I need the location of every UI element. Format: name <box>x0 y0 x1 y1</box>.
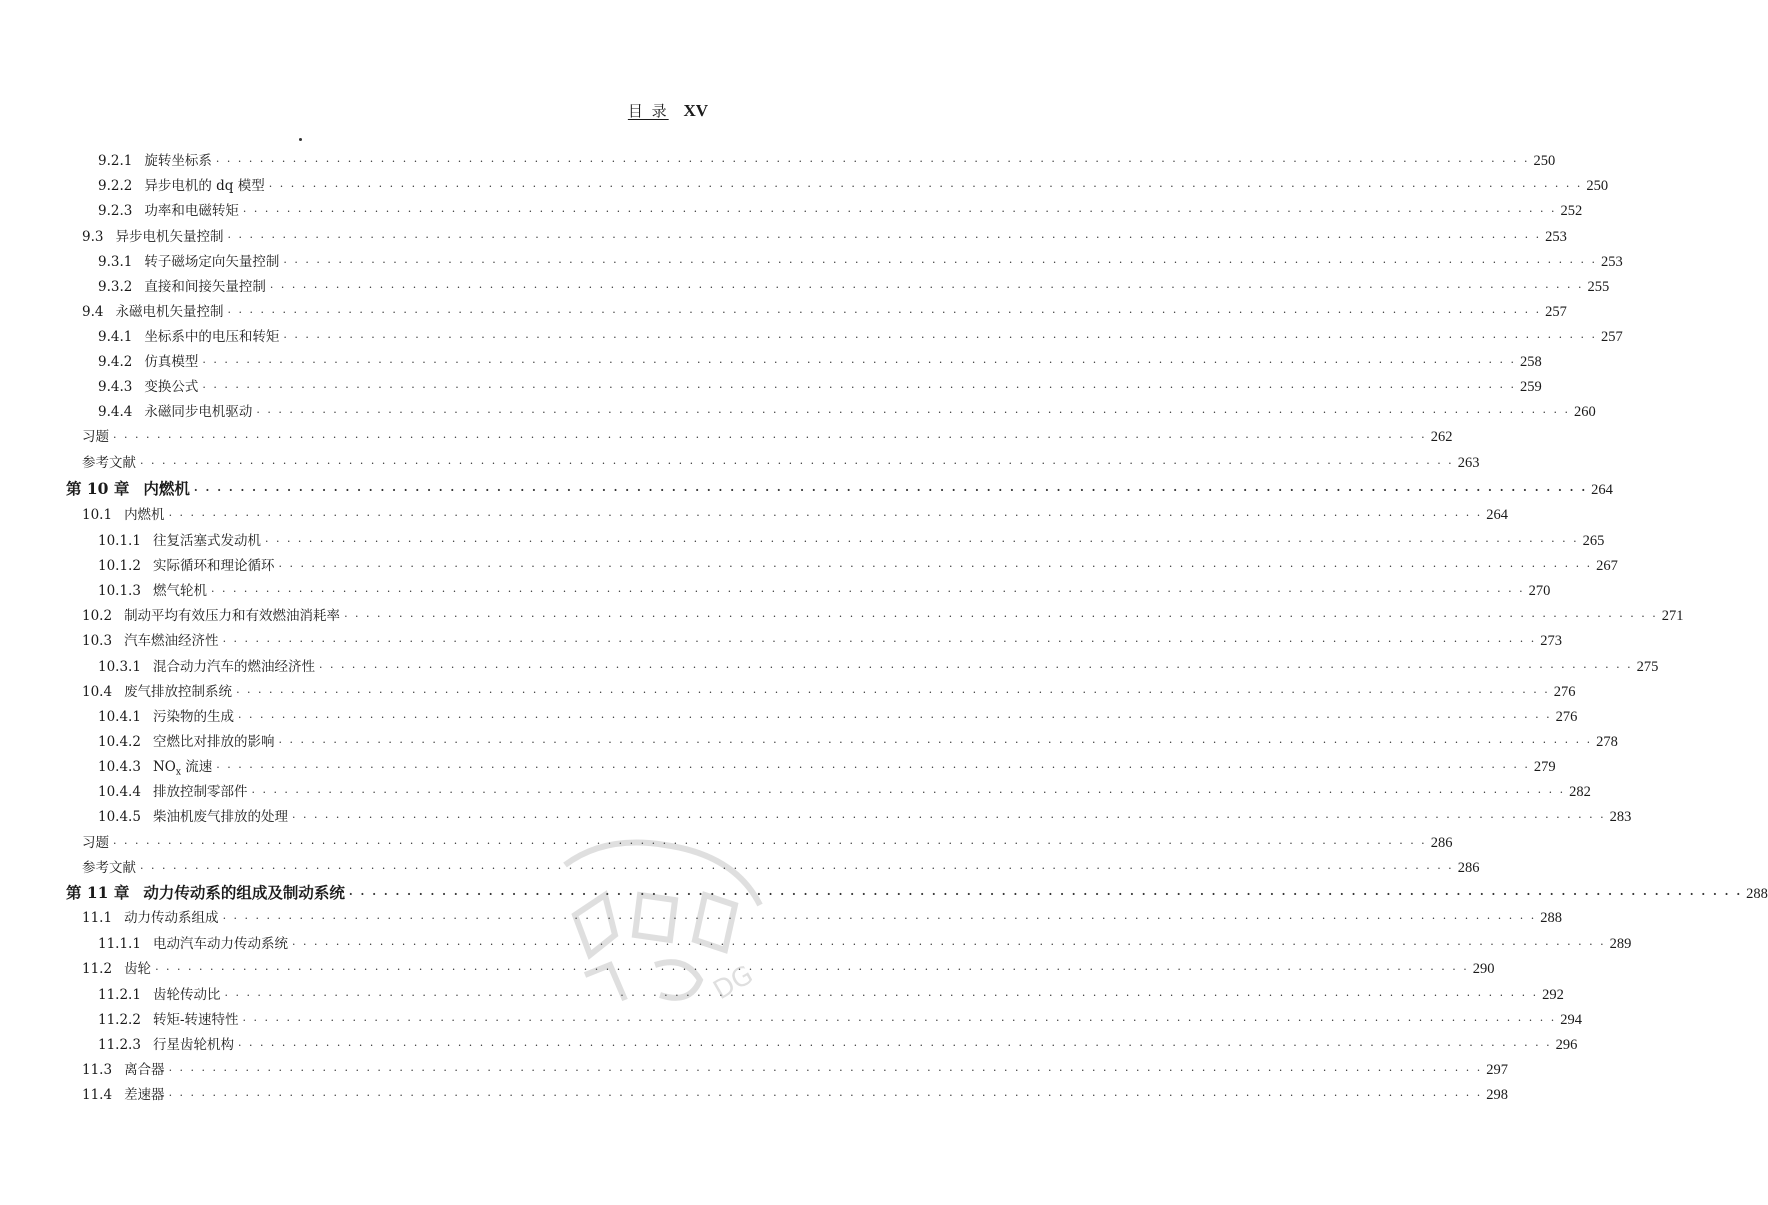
dot-leader: · · · · · · · · · · · · · · · · · · · · · · · · · · · · · · · · · · · · · · · · · · · · · · · · · · · · · · · · · · · · · · · · · · · · · · · · · · · · · · · · · · · · · · · · · · · · · · · · · · · · · · · · · · · · · · · · · · · · · · · · <box>256 406 1571 419</box>
toc-section-entry <box>82 683 1576 702</box>
toc-page-number: 257 <box>1545 304 1567 320</box>
toc-entry-number: 11.2.2 <box>98 1012 141 1028</box>
toc-entry-title: 电动汽车动力传动系统 <box>152 936 288 952</box>
toc-entry-number: 10.2 <box>82 608 113 624</box>
toc-entry-number: 9.2.2 <box>98 178 133 194</box>
toc-entry-number: 9.4.1 <box>98 329 133 345</box>
stray-dot <box>299 138 302 141</box>
toc-entry-title: 离合器 <box>124 1062 165 1078</box>
toc-page-number: 271 <box>1661 608 1684 624</box>
toc-section-entry <box>82 607 1684 626</box>
toc-entry-number: 11.2.1 <box>98 987 141 1003</box>
toc-subsection-entry <box>98 403 1596 422</box>
dot-leader: · · · · · · · · · · · · · · · · · · · · · · · · · · · · · · · · · · · · · · · · · · · · · · · · · · · · · · · · · · · · · · · · · · · · · · · · · · · · · · · · · · · · · · · · · · · · · · · · · · · · · · · · · · · · · · · · · · · · · · · · <box>113 431 1427 444</box>
toc-section-entry <box>82 1061 1508 1080</box>
toc-entry-title: 变换公式 <box>144 379 199 395</box>
dot-leader: · · · · · · · · · · · · · · · · · · · · · · · · · · · · · · · · · · · · · · · · · · · · · · · · · · · · · · · · · · · · · · · · · · · · · · · · · · · · · · · · · · · · · · · · · · · · · · · · · · · · · · · · · · · · · · · · · · · · · · · · <box>251 786 1566 799</box>
toc-entry-number: 9.2.3 <box>98 203 133 219</box>
toc-entry-number: 10.4.4 <box>98 784 141 800</box>
dot-leader: · · · · · · · · · · · · · · · · · · · · · · · · · · · · · · · · · · · · · · · · · · · · · · · · · · · · · · · · · · · · · · · · · · · · · · · · · · · · · · · · · · · · · · · · · · · · · · · · · · · · · · · · · · · · · · · · · · · · · · · · <box>291 811 1606 824</box>
toc-subsection-entry <box>98 253 1623 272</box>
toc-entry-title: 仿真模型 <box>144 354 199 370</box>
dot-leader: · · · · · · · · · · · · · · · · · · · · · · · · · · · · · · · · · · · · · · · · · · · · · · · · · · · · · · · · · · · · · · · · · · · · · · · · · · · · · · · · · · · · · · · · · · · · · · · · · · · · · · · · · · · · · · · · · · · · · · · · <box>283 256 1598 269</box>
dot-leader: · · · · · · · · · · · · · · · · · · · · · · · · · · · · · · · · · · · · · · · · · · · · · · · · · · · · · · · · · · · · · · · · · · · · · · · · · · · · · · · · · · · · · · · · · · · · · · · · · · · · · · · · · · · · · · · · · · · · · · · · <box>113 837 1427 850</box>
toc-page-number: 294 <box>1560 1012 1582 1028</box>
toc-entry-title: 异步电机的 dq 模型 <box>144 178 265 194</box>
toc-entry-title: 动力传动系组成 <box>124 910 219 926</box>
toc-subsection-entry <box>98 758 1556 782</box>
dot-leader: · · · · · · · · · · · · · · · · · · · · · · · · · · · · · · · · · · · · · · · · · · · · · · · · · · · · · · · · · · · · · · · · · · · · · · · · · · · · · · · · · · · · · · · · · · · · · · · · · · · · · · · · · · · · · · · · · · · · · · · · <box>227 306 1542 319</box>
toc-entry-title: 行星齿轮机构 <box>152 1037 234 1053</box>
toc-page-number: 273 <box>1540 633 1562 649</box>
toc-entry-title: $NO_x$ 流速 <box>152 759 213 778</box>
toc-section-entry <box>82 632 1562 651</box>
toc-section-entry <box>82 454 1480 473</box>
toc-page-number: 276 <box>1553 684 1576 700</box>
toc-entry-title: 旋转坐标系 <box>144 153 212 169</box>
toc-section-entry <box>82 834 1453 853</box>
toc-page-number: 282 <box>1569 784 1591 800</box>
toc-entry-title: 转矩-转速特性 <box>152 1012 239 1028</box>
toc-entry-number: 9.4.2 <box>98 354 133 370</box>
dot-leader: · · · · · · · · · · · · · · · · · · · · · · · · · · · · · · · · · · · · · · · · · · · · · · · · · · · · · · · · · · · · · · · · · · · · · · · · · · · · · · · · · · · · · · · · · · · · · · · · · · · · · · · · · · · · · · · · · · · · · · · · <box>344 610 1658 623</box>
svg-text:DG: DG <box>708 959 759 1007</box>
toc-page-number: 253 <box>1545 229 1567 245</box>
toc-entry-number: 10.3.1 <box>98 659 141 675</box>
toc-section-entry <box>82 506 1508 525</box>
toc-page-number: 276 <box>1555 709 1578 725</box>
toc-entry-title: 参考文献 <box>82 455 136 471</box>
toc-subsection-entry <box>98 532 1605 551</box>
toc-page-number: 279 <box>1533 759 1556 775</box>
toc-subsection-entry <box>98 152 1556 171</box>
toc-page-number: 259 <box>1520 379 1542 395</box>
toc-section-entry <box>82 909 1562 928</box>
dot-leader: · · · · · · · · · · · · · · · · · · · · · · · · · · · · · · · · · · · · · · · · · · · · · · · · · · · · · · · · · · · · · · · · · · · · · · · · · · · · · · · · · · · · · · · · · · · · · · · · · · · · · · · · · · · · · · · · · · · · · · · · <box>168 509 1483 522</box>
toc-entry-number: 9.3.1 <box>98 254 133 270</box>
dot-leader: · · · · · · · · · · · · · · · · · · · · · · · · · · · · · · · · · · · · · · · · · · · · · · · · · · · · · · · · · · · · · · · · · · · · · · · · · · · · · · · · · · · · · · · · · · · · · · · · · · · · · · · · · · · · · · · · · · · · · · · · <box>222 635 1537 648</box>
toc-page-number: 270 <box>1528 583 1551 599</box>
toc-section-entry <box>82 859 1480 878</box>
dot-leader: · · · · · · · · · · · · · · · · · · · · · · · · · · · · · · · · · · · · · · · · · · · · · · · · · · · · · · · · · · · · · · · · · · · · · · · · · · · · · · · · · · · · · · · · · · · · · · · · · · · · · · · · · · · · · · · · · · · · · · · · <box>264 535 1579 548</box>
toc-entry-number: 11.1 <box>82 910 113 926</box>
dot-leader: · · · · · · · · · · · · · · · · · · · · · · · · · · · · · · · · · · · · · · · · · · · · · · · · · · · · · · · · · · · · · · · · · · · · · · · · · · · · · · · · · · · · · · · · · · · · · · · · · · · · · · · · · · · · · · · · · · · · · · · · <box>291 938 1606 951</box>
toc-entry-title: 实际循环和理论循环 <box>152 558 275 574</box>
toc-page-number: 255 <box>1587 279 1610 295</box>
toc-page-number: 286 <box>1430 835 1453 851</box>
toc-page-number: 250 <box>1586 178 1609 194</box>
toc-entry-number: 第 11 章 <box>66 883 130 902</box>
dot-leader: · · · · · · · · · · · · · · · · · · · · · · · · · · · · · · · · · · · · · · · · · · · · · · · · · · · · · · · · · · · · · · · · · · · · · · · · · · · · · · · · · · · · · · · · · · · · · · · · · · · · · · · · · · · · · · · · · · · · · · · · <box>210 585 1525 598</box>
dot-leader: · · · · · · · · · · · · · · · · · · · · · · · · · · · · · · · · · · · · · · · · · · · · · · · · · · · · · · · · · · · · · · · · · · · · · · · · · · · · · · · · · · · · · · · · · · · · · · · · · · · · · · · · · · · · · · · · · · · · · · · · <box>193 484 1588 497</box>
toc-subsection-entry <box>98 353 1542 372</box>
toc-page-number: 278 <box>1596 734 1618 750</box>
dot-leader: · · · · · · · · · · · · · · · · · · · · · · · · · · · · · · · · · · · · · · · · · · · · · · · · · · · · · · · · · · · · · · · · · · · · · · · · · · · · · · · · · · · · · · · · · · · · · · · · · · · · · · · · · · · · · · · · · · · · · · · · <box>202 381 1517 394</box>
toc-subsection-entry <box>98 783 1591 802</box>
toc-entry-title: 汽车燃油经济性 <box>124 633 219 649</box>
dot-leader: · · · · · · · · · · · · · · · · · · · · · · · · · · · · · · · · · · · · · · · · · · · · · · · · · · · · · · · · · · · · · · · · · · · · · · · · · · · · · · · · · · · · · · · · · · · · · · · · · · · · · · · · · · · · · · · · · · · · · · · · <box>268 180 1583 193</box>
dot-leader: · · · · · · · · · · · · · · · · · · · · · · · · · · · · · · · · · · · · · · · · · · · · · · · · · · · · · · · · · · · · · · · · · · · · · · · · · · · · · · · · · · · · · · · · · · · · · · · · · · · · · · · · · · · · · · · · · · · · · · · · <box>278 560 1593 573</box>
dot-leader: · · · · · · · · · · · · · · · · · · · · · · · · · · · · · · · · · · · · · · · · · · · · · · · · · · · · · · · · · · · · · · · · · · · · · · · · · · · · · · · · · · · · · · · · · · · · · · · · · · · · · · · · · · · · · · · · · · · · · · · · <box>237 1039 1552 1052</box>
toc-entry-title: 内燃机 <box>124 507 165 523</box>
toc-subsection-entry <box>98 935 1632 954</box>
toc-entry-title: 排放控制零部件 <box>152 784 248 800</box>
toc-entry-number: 10.1.3 <box>98 583 141 599</box>
toc-section-entry <box>82 960 1495 979</box>
toc-entry-number: 10.4.5 <box>98 809 141 825</box>
toc-section-entry <box>82 303 1567 322</box>
toc-entry-title: 永磁电机矢量控制 <box>115 304 224 320</box>
toc-chapter-entry <box>66 479 1613 500</box>
toc-page-number: 258 <box>1520 354 1542 370</box>
toc-entry-title: 习题 <box>82 835 109 851</box>
toc-entry-number: 9.3 <box>82 229 104 245</box>
toc-entry-number: 11.3 <box>82 1062 113 1078</box>
toc-subsection-entry <box>98 708 1578 727</box>
toc-entry-title: 混合动力汽车的燃油经济性 <box>152 659 315 675</box>
toc-section-entry <box>82 228 1567 247</box>
dot-leader: · · · · · · · · · · · · · · · · · · · · · · · · · · · · · · · · · · · · · · · · · · · · · · · · · · · · · · · · · · · · · · · · · · · · · · · · · · · · · · · · · · · · · · · · · · · · · · · · · · · · · · · · · · · · · · · · · · · · · · · · <box>278 736 1593 749</box>
toc-subsection-entry <box>98 808 1632 827</box>
toc-entry-title: 直接和间接矢量控制 <box>144 279 266 295</box>
dot-leader: · · · · · · · · · · · · · · · · · · · · · · · · · · · · · · · · · · · · · · · · · · · · · · · · · · · · · · · · · · · · · · · · · · · · · · · · · · · · · · · · · · · · · · · · · · · · · · · · · · · · · · · · · · · · · · · · · · · · · · · · <box>216 761 1530 774</box>
toc-entry-number: 11.4 <box>82 1087 113 1103</box>
toc-subsection-entry <box>98 1036 1578 1055</box>
toc-entry-title: 转子磁场定向矢量控制 <box>144 254 280 270</box>
toc-subsection-entry <box>98 582 1551 601</box>
dot-leader: · · · · · · · · · · · · · · · · · · · · · · · · · · · · · · · · · · · · · · · · · · · · · · · · · · · · · · · · · · · · · · · · · · · · · · · · · · · · · · · · · · · · · · · · · · · · · · · · · · · · · · · · · · · · · · · · · · · · · · · · <box>269 281 1584 294</box>
toc-subsection-entry <box>98 733 1618 752</box>
toc-entry-number: 9.4.4 <box>98 404 133 420</box>
toc-entry-number: 第 10 章 <box>66 479 130 498</box>
toc-page-number: 265 <box>1582 533 1605 549</box>
toc-page-number: 253 <box>1601 254 1623 270</box>
toc-entry-title: 功率和电磁转矩 <box>144 203 239 219</box>
toc-page-number: 263 <box>1457 455 1480 471</box>
toc-subsection-entry <box>98 378 1542 397</box>
toc-page-number: 289 <box>1609 936 1632 952</box>
dot-leader: · · · · · · · · · · · · · · · · · · · · · · · · · · · · · · · · · · · · · · · · · · · · · · · · · · · · · · · · · · · · · · · · · · · · · · · · · · · · · · · · · · · · · · · · · · · · · · · · · · · · · · · · · · · · · · · · · · · · · · · · <box>222 912 1537 925</box>
toc-page-number: 275 <box>1636 659 1659 675</box>
toc-page-number: 264 <box>1591 482 1613 498</box>
toc-entry-title: 差速器 <box>124 1087 165 1103</box>
toc-entry-number: 10.4.1 <box>98 709 141 725</box>
toc-subsection-entry <box>98 202 1583 221</box>
toc-entry-number: 9.2.1 <box>98 153 133 169</box>
toc-page-number: 288 <box>1540 910 1562 926</box>
toc-entry-number: 10.4 <box>82 684 113 700</box>
toc-entry-number: 10.1.2 <box>98 558 141 574</box>
header-page-numeral: XV <box>683 101 708 120</box>
toc-page-number: 257 <box>1601 329 1623 345</box>
toc-entry-number: 10.1.1 <box>98 533 141 549</box>
toc-entry-title: 废气排放控制系统 <box>124 684 233 700</box>
dot-leader: · · · · · · · · · · · · · · · · · · · · · · · · · · · · · · · · · · · · · · · · · · · · · · · · · · · · · · · · · · · · · · · · · · · · · · · · · · · · · · · · · · · · · · · · · · · · · · · · · · · · · · · · · · · · · · · · · · · · · · · · <box>155 963 1469 976</box>
toc-subsection-entry <box>98 557 1618 576</box>
toc-page-number: 286 <box>1457 860 1480 876</box>
toc-entry-title: 柴油机废气排放的处理 <box>152 809 288 825</box>
toc-page-number: 288 <box>1746 886 1768 902</box>
toc-entry-title: 空燃比对排放的影响 <box>152 734 275 750</box>
toc-entry-number: 11.1.1 <box>98 936 141 952</box>
toc-entry-title: 污染物的生成 <box>152 709 234 725</box>
toc-entry-title: 燃气轮机 <box>152 583 207 599</box>
toc-entry-number: 10.3 <box>82 633 113 649</box>
toc-page-number: 296 <box>1555 1037 1578 1053</box>
header-section-title: 目 录 <box>627 102 669 120</box>
dot-leader: · · · · · · · · · · · · · · · · · · · · · · · · · · · · · · · · · · · · · · · · · · · · · · · · · · · · · · · · · · · · · · · · · · · · · · · · · · · · · · · · · · · · · · · · · · · · · · · · · · · · · · · · · · · · · · · · · · · · · · · · <box>236 686 1550 699</box>
toc-page-number: 250 <box>1533 153 1556 169</box>
toc-chapter-entry <box>66 883 1768 904</box>
dot-leader: · · · · · · · · · · · · · · · · · · · · · · · · · · · · · · · · · · · · · · · · · · · · · · · · · · · · · · · · · · · · · · · · · · · · · · · · · · · · · · · · · · · · · · · · · · · · · · · · · · · · · · · · · · · · · · · · · · · · · · · · <box>227 231 1542 244</box>
toc-entry-number: 10.1 <box>82 507 113 523</box>
toc-entry-number: 9.3.2 <box>98 279 133 295</box>
toc-page-number: 252 <box>1560 203 1583 219</box>
toc-section-entry <box>82 1086 1508 1105</box>
toc-entry-title: 齿轮传动比 <box>152 987 221 1003</box>
toc-subsection-entry <box>98 658 1659 677</box>
dot-leader: · · · · · · · · · · · · · · · · · · · · · · · · · · · · · · · · · · · · · · · · · · · · · · · · · · · · · · · · · · · · · · · · · · · · · · · · · · · · · · · · · · · · · · · · · · · · · · · · · · · · · · · · · · · · · · · · · · · · · · · · <box>237 711 1552 724</box>
toc-entry-number: 10.4.2 <box>98 734 141 750</box>
toc-entry-number: 10.4.3 <box>98 759 141 775</box>
toc-subsection-entry <box>98 278 1610 297</box>
dot-leader: · · · · · · · · · · · · · · · · · · · · · · · · · · · · · · · · · · · · · · · · · · · · · · · · · · · · · · · · · · · · · · · · · · · · · · · · · · · · · · · · · · · · · · · · · · · · · · · · · · · · · · · · · · · · · · · · · · · · · · · · <box>168 1089 1483 1102</box>
toc-section-entry <box>82 428 1453 447</box>
dot-leader: · · · · · · · · · · · · · · · · · · · · · · · · · · · · · · · · · · · · · · · · · · · · · · · · · · · · · · · · · · · · · · · · · · · · · · · · · · · · · · · · · · · · · · · · · · · · · · · · · · · · · · · · · · · · · · · · · · · · · · · · <box>168 1064 1483 1077</box>
toc-entry-number: 11.2.3 <box>98 1037 141 1053</box>
toc-page-number: 297 <box>1486 1062 1508 1078</box>
toc-entry-title: 往复活塞式发动机 <box>152 533 261 549</box>
dot-leader: · · · · · · · · · · · · · · · · · · · · · · · · · · · · · · · · · · · · · · · · · · · · · · · · · · · · · · · · · · · · · · · · · · · · · · · · · · · · · · · · · · · · · · · · · · · · · · · · · · · · · · · · · · · · · · · · · · · · · · · · <box>242 205 1557 218</box>
dot-leader: · · · · · · · · · · · · · · · · · · · · · · · · · · · · · · · · · · · · · · · · · · · · · · · · · · · · · · · · · · · · · · · · · · · · · · · · · · · · · · · · · · · · · · · · · · · · · · · · · · · · · · · · · · · · · · · · · · · · · · · · <box>283 331 1598 344</box>
dot-leader: · · · · · · · · · · · · · · · · · · · · · · · · · · · · · · · · · · · · · · · · · · · · · · · · · · · · · · · · · · · · · · · · · · · · · · · · · · · · · · · · · · · · · · · · · · · · · · · · · · · · · · · · · · · · · · · · · · · · · · · · <box>224 989 1539 1002</box>
running-header <box>628 100 708 121</box>
toc-entry-title: 动力传动系的组成及制动系统 <box>143 883 345 902</box>
toc-entry-number: 9.4 <box>82 304 104 320</box>
dot-leader: · · · · · · · · · · · · · · · · · · · · · · · · · · · · · · · · · · · · · · · · · · · · · · · · · · · · · · · · · · · · · · · · · · · · · · · · · · · · · · · · · · · · · · · · · · · · · · · · · · · · · · · · · · · · · · · · · · · · · · · · <box>348 888 1743 901</box>
toc-page-number: 292 <box>1542 987 1564 1003</box>
toc-entry-title: 异步电机矢量控制 <box>115 229 224 245</box>
dot-leader: · · · · · · · · · · · · · · · · · · · · · · · · · · · · · · · · · · · · · · · · · · · · · · · · · · · · · · · · · · · · · · · · · · · · · · · · · · · · · · · · · · · · · · · · · · · · · · · · · · · · · · · · · · · · · · · · · · · · · · · · <box>140 457 1454 470</box>
toc-page-number: 298 <box>1486 1087 1508 1103</box>
toc-page-number: 290 <box>1472 961 1495 977</box>
toc-subsection-entry <box>98 177 1609 196</box>
toc-subsection-entry <box>98 328 1623 347</box>
dot-leader: · · · · · · · · · · · · · · · · · · · · · · · · · · · · · · · · · · · · · · · · · · · · · · · · · · · · · · · · · · · · · · · · · · · · · · · · · · · · · · · · · · · · · · · · · · · · · · · · · · · · · · · · · · · · · · · · · · · · · · · · <box>215 155 1530 168</box>
dot-leader: · · · · · · · · · · · · · · · · · · · · · · · · · · · · · · · · · · · · · · · · · · · · · · · · · · · · · · · · · · · · · · · · · · · · · · · · · · · · · · · · · · · · · · · · · · · · · · · · · · · · · · · · · · · · · · · · · · · · · · · · <box>318 661 1633 674</box>
toc-page-number: 267 <box>1596 558 1618 574</box>
toc-entry-title: 齿轮 <box>124 961 152 977</box>
toc-entry-title: 制动平均有效压力和有效燃油消耗率 <box>124 608 341 624</box>
toc-page-number: 262 <box>1430 429 1453 445</box>
toc-entry-title: 坐标系中的电压和转矩 <box>144 329 280 345</box>
toc-entry-number: 9.4.3 <box>98 379 133 395</box>
toc-title-subscript: x <box>175 767 181 778</box>
dot-leader: · · · · · · · · · · · · · · · · · · · · · · · · · · · · · · · · · · · · · · · · · · · · · · · · · · · · · · · · · · · · · · · · · · · · · · · · · · · · · · · · · · · · · · · · · · · · · · · · · · · · · · · · · · · · · · · · · · · · · · · · <box>202 356 1517 369</box>
toc-subsection-entry <box>98 1011 1582 1030</box>
toc-entry-title: 参考文献 <box>82 860 136 876</box>
toc-page-number: 260 <box>1574 404 1596 420</box>
toc-entry-title: 习题 <box>82 429 109 445</box>
dot-leader: · · · · · · · · · · · · · · · · · · · · · · · · · · · · · · · · · · · · · · · · · · · · · · · · · · · · · · · · · · · · · · · · · · · · · · · · · · · · · · · · · · · · · · · · · · · · · · · · · · · · · · · · · · · · · · · · · · · · · · · · <box>242 1014 1557 1027</box>
toc-entry-title: 永磁同步电机驱动 <box>144 404 253 420</box>
toc-page-number: 264 <box>1486 507 1508 523</box>
dot-leader: · · · · · · · · · · · · · · · · · · · · · · · · · · · · · · · · · · · · · · · · · · · · · · · · · · · · · · · · · · · · · · · · · · · · · · · · · · · · · · · · · · · · · · · · · · · · · · · · · · · · · · · · · · · · · · · · · · · · · · · · <box>140 862 1454 875</box>
toc-subsection-entry <box>98 986 1564 1005</box>
toc-page-number: 283 <box>1609 809 1632 825</box>
toc-entry-number: 11.2 <box>82 961 113 977</box>
toc-entry-title: 内燃机 <box>143 479 190 498</box>
